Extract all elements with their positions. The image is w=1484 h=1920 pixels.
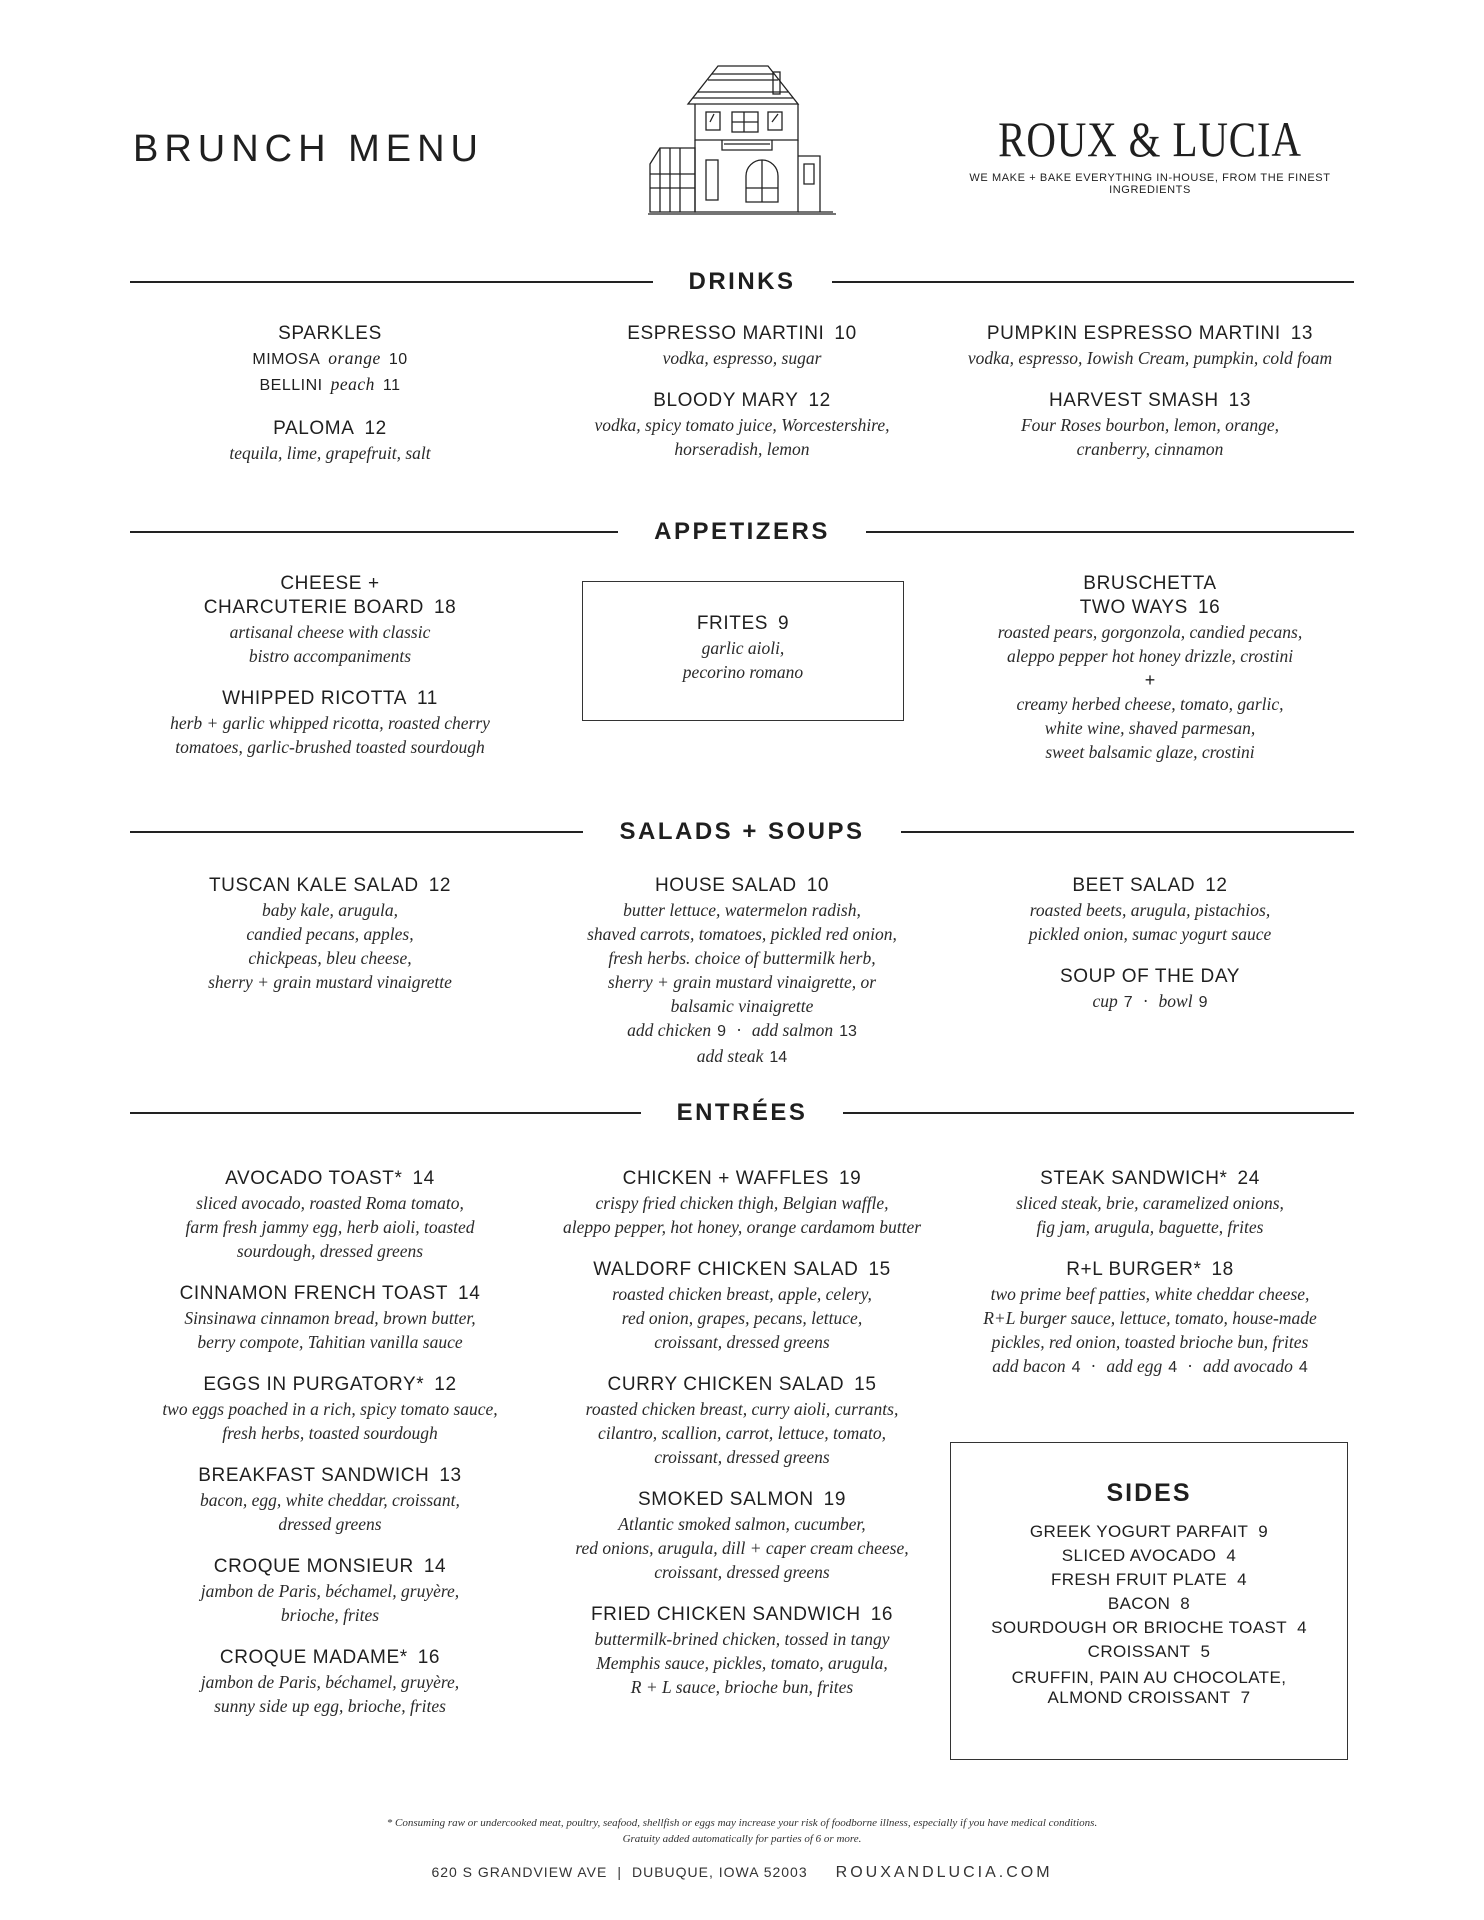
item-description: Four Roses bourbon, lemon, orange, <box>1020 415 1280 435</box>
side-item: BACON 8 <box>1107 1594 1191 1613</box>
item-description: bistro accompaniments <box>248 646 412 666</box>
item-description: candied pecans, apples, <box>246 924 414 944</box>
item-price: 4 <box>1297 1618 1307 1637</box>
item-description: sherry + grain mustard vinaigrette <box>208 972 452 992</box>
entrees-column-2 <box>536 1167 948 1718</box>
item-price: 14 <box>412 1168 435 1189</box>
sub-item-name: MIMOSA <box>252 351 321 368</box>
menu-item <box>130 1373 530 1445</box>
menu-item <box>536 1488 948 1584</box>
item-description: sherry + grain mustard vinaigrette, or <box>607 972 877 992</box>
item-price: 14 <box>458 1283 481 1304</box>
item-name: HARVEST SMASH 13 <box>1048 390 1252 411</box>
item-description: dressed greens <box>278 1514 382 1534</box>
divider <box>130 531 618 533</box>
add-ons: add bacon 4 · add egg 4 · add avocado 4 <box>992 1356 1308 1376</box>
item-name: CROQUE MONSIEUR 14 <box>213 1556 447 1577</box>
item-name: WALDORF CHICKEN SALAD 15 <box>593 1259 891 1280</box>
menu-item <box>130 572 530 668</box>
section-header-drinks <box>130 262 1354 302</box>
item-description: cranberry, cinnamon <box>1076 439 1224 459</box>
item-price: 4 <box>1237 1570 1248 1589</box>
divider <box>843 1112 1354 1114</box>
entrees-column-3 <box>940 1167 1360 1399</box>
item-price: 12 <box>428 875 452 896</box>
item-description: roasted beets, arugula, pistachios, <box>1029 900 1271 920</box>
item-price: 13 <box>1290 323 1314 344</box>
item-name: PALOMA 12 <box>273 418 387 439</box>
sub-item <box>150 372 510 398</box>
item-description: sourdough, dressed greens <box>236 1241 424 1261</box>
brand <box>950 112 1350 196</box>
menu-item <box>940 1167 1360 1239</box>
menu-item <box>150 322 510 398</box>
section-title-salads: SALADS + SOUPS <box>619 818 865 845</box>
salads-column-3 <box>950 874 1350 1034</box>
menu-item <box>950 965 1350 1015</box>
item-description: creamy herbed cheese, tomato, garlic, <box>1016 694 1284 714</box>
sub-item <box>150 346 510 372</box>
item-description: sunny side up egg, brioche, frites <box>214 1696 446 1716</box>
disclaimer-line: Gratuity added automatically for parties of 6 or more. <box>622 1833 862 1845</box>
item-price: 4 <box>1226 1546 1237 1565</box>
item-name: WHIPPED RICOTTA 11 <box>222 688 438 709</box>
item-description: aleppo pepper hot honey drizzle, crostini <box>1006 646 1294 666</box>
item-price: 16 <box>870 1604 894 1625</box>
item-name: CURRY CHICKEN SALAD 15 <box>607 1374 877 1395</box>
section-title-sides: SIDES <box>1106 1479 1192 1507</box>
item-description: red onion, grapes, pecans, lettuce, <box>621 1308 863 1328</box>
menu-item <box>130 1646 530 1718</box>
disclaimer-line: * Consuming raw or undercooked meat, poultry, seafood, shellfish or eggs may increase your risk of foodborne illness, especially if you have medical conditions. <box>386 1817 1098 1829</box>
item-description: vodka, espresso, Iowish Cream, pumpkin, cold foam <box>967 348 1333 368</box>
item-description: aleppo pepper, hot honey, orange cardamom butter <box>562 1217 922 1237</box>
item-price: 15 <box>854 1374 877 1395</box>
item-price: 9 <box>1258 1522 1269 1541</box>
item-name: TWO WAYS 16 <box>1079 597 1221 618</box>
item-name: CHICKEN + WAFFLES 19 <box>622 1168 862 1189</box>
item-price: 12 <box>434 1374 457 1395</box>
item-price: 10 <box>834 323 857 344</box>
item-price: 9 <box>778 613 790 634</box>
sub-item-variant: orange <box>328 348 381 368</box>
section-title-drinks: DRINKS <box>688 268 796 295</box>
dot-separator: · <box>1187 1356 1193 1376</box>
address: 620 S GRANDVIEW AVE <box>431 1864 608 1880</box>
menu-item <box>940 389 1360 461</box>
item-description: brioche, frites <box>280 1605 380 1625</box>
add-ons: add chicken 9 · add salmon 13 <box>627 1020 857 1040</box>
drinks-column-3 <box>940 322 1360 480</box>
item-name: BEET SALAD 12 <box>1072 875 1228 896</box>
soup-sizes: cup 7 · bowl 9 <box>1092 991 1208 1011</box>
section-title-appetizers: APPETIZERS <box>654 518 830 545</box>
item-description: Memphis sauce, pickles, tomato, arugula, <box>596 1653 888 1673</box>
side-item: FRESH FRUIT PLATE 4 <box>1050 1570 1248 1589</box>
divider <box>866 531 1354 533</box>
house-illustration <box>648 64 838 224</box>
dot-separator: · <box>736 1020 742 1040</box>
item-name: SPARKLES <box>278 323 382 344</box>
item-description: chickpeas, bleu cheese, <box>248 948 412 968</box>
item-description: R+L burger sauce, lettuce, tomato, house-made <box>983 1308 1317 1328</box>
item-description: croissant, dressed greens <box>654 1332 830 1352</box>
item-price: 14 <box>423 1556 447 1577</box>
item-name: STEAK SANDWICH* 24 <box>1040 1168 1260 1189</box>
item-price: 16 <box>1197 597 1221 618</box>
brand-tagline: WE MAKE + BAKE EVERYTHING IN-HOUSE, FROM THE FINEST INGREDIENTS <box>969 172 1331 196</box>
salads-column-2 <box>540 874 944 1089</box>
item-description: white wine, shaved parmesan, <box>1044 718 1256 738</box>
item-description: vodka, espresso, sugar <box>662 348 822 368</box>
item-price: 19 <box>823 1489 846 1510</box>
add-ons: add steak 14 <box>696 1046 788 1066</box>
menu-item <box>130 687 530 759</box>
item-name: CINNAMON FRENCH TOAST 14 <box>179 1283 481 1304</box>
item-price: 18 <box>1211 1259 1234 1280</box>
divider <box>901 831 1354 833</box>
drinks-column-2 <box>552 322 932 480</box>
item-name: BREAKFAST SANDWICH 13 <box>198 1465 462 1486</box>
item-description: berry compote, Tahitian vanilla sauce <box>197 1332 463 1352</box>
item-description: jambon de Paris, béchamel, gruyère, <box>200 1581 460 1601</box>
item-description: cilantro, scallion, carrot, lettuce, tomato, <box>598 1423 886 1443</box>
item-name: HOUSE SALAD 10 <box>654 875 830 896</box>
item-description: artisanal cheese with classic <box>229 622 431 642</box>
menu-item <box>540 874 944 1070</box>
item-price: 13 <box>1228 390 1252 411</box>
item-description: sliced avocado, roasted Roma tomato, <box>196 1193 464 1213</box>
menu-item <box>940 322 1360 370</box>
menu-item <box>552 322 932 370</box>
item-price: 11 <box>417 688 438 709</box>
separator: | <box>617 1864 622 1880</box>
menu-item <box>130 874 530 994</box>
menu-item <box>536 1258 948 1354</box>
item-price: 5 <box>1200 1642 1211 1661</box>
sub-item-variant: peach <box>330 374 375 394</box>
side-item: CROISSANT 5 <box>1087 1642 1211 1661</box>
dot-separator: · <box>1090 1356 1097 1376</box>
item-name: FRIED CHICKEN SANDWICH 16 <box>590 1604 894 1625</box>
sub-item-name: BELLINI <box>259 377 323 394</box>
menu-item <box>950 874 1350 946</box>
drinks-column-1 <box>150 322 510 484</box>
entrees-column-1 <box>130 1167 530 1737</box>
website-link[interactable]: ROUXANDLUCIA.COM <box>835 1864 1053 1881</box>
disclaimer <box>200 1815 1284 1847</box>
section-title-entrees: ENTRÉES <box>676 1099 808 1126</box>
menu-item <box>150 417 510 465</box>
menu-item <box>130 1282 530 1354</box>
item-description: butter lettuce, watermelon radish, <box>623 900 861 920</box>
item-name: CROQUE MADAME* 16 <box>219 1647 441 1668</box>
item-description: horseradish, lemon <box>674 439 810 459</box>
divider <box>130 281 653 283</box>
item-description: Atlantic smoked salmon, cucumber, <box>618 1514 866 1534</box>
appetizers-column-3 <box>950 572 1350 783</box>
item-description: R + L sauce, brioche bun, frites <box>630 1677 854 1697</box>
menu-item <box>950 572 1350 764</box>
brand-name: ROUX & LUCIA <box>998 111 1302 167</box>
side-item: CRUFFIN, PAIN AU CHOCOLATE, <box>1011 1668 1287 1687</box>
item-description: vodka, spicy tomato juice, Worcestershire, <box>594 415 890 435</box>
item-description: two eggs poached in a rich, spicy tomato sauce, <box>162 1399 498 1419</box>
item-description: tequila, lime, grapefruit, salt <box>229 443 431 463</box>
item-price: 8 <box>1180 1594 1191 1613</box>
item-description: fresh herbs, toasted sourdough <box>222 1423 438 1443</box>
item-name: SMOKED SALMON 19 <box>637 1489 846 1510</box>
item-name: ESPRESSO MARTINI 10 <box>627 323 857 344</box>
item-description: jambon de Paris, béchamel, gruyère, <box>200 1672 460 1692</box>
page-title: BRUNCH MENU <box>133 128 484 170</box>
item-description: roasted chicken breast, apple, celery, <box>612 1284 872 1304</box>
item-description: sliced steak, brie, caramelized onions, <box>1016 1193 1284 1213</box>
item-description: garlic aioli, <box>701 638 785 658</box>
item-price: 12 <box>808 390 831 411</box>
frites-box <box>582 581 904 721</box>
divider <box>130 831 583 833</box>
item-name: SOUP OF THE DAY <box>1059 966 1241 987</box>
menu-item <box>940 1258 1360 1380</box>
item-description: tomatoes, garlic-brushed toasted sourdough <box>175 737 485 757</box>
section-header-entrees <box>130 1093 1354 1133</box>
divider <box>130 1112 641 1114</box>
item-name: CHEESE + <box>280 573 380 594</box>
item-description: farm fresh jammy egg, herb aioli, toasted <box>185 1217 475 1237</box>
menu-item <box>130 1167 530 1263</box>
side-item: ALMOND CROISSANT 7 <box>1047 1688 1251 1707</box>
item-price: 19 <box>839 1168 862 1189</box>
item-name: AVOCADO TOAST* 14 <box>225 1168 435 1189</box>
item-description: pickles, red onion, toasted brioche bun, frites <box>991 1332 1309 1352</box>
item-price: 18 <box>433 597 457 618</box>
item-description: croissant, dressed greens <box>654 1447 830 1467</box>
sides-box <box>950 1442 1348 1760</box>
menu-item <box>536 1603 948 1699</box>
item-description: roasted chicken breast, curry aioli, currants, <box>585 1399 899 1419</box>
item-price: 12 <box>1205 875 1228 896</box>
side-item: SOURDOUGH OR BRIOCHE TOAST 4 <box>991 1618 1307 1637</box>
item-price: 12 <box>364 418 387 439</box>
section-header-salads <box>130 812 1354 852</box>
item-description: balsamic vinaigrette <box>670 996 814 1016</box>
item-description: buttermilk-brined chicken, tossed in tangy <box>594 1629 890 1649</box>
item-description: roasted pears, gorgonzola, candied pecans, <box>997 622 1303 642</box>
menu-item <box>552 389 932 461</box>
dot-separator: · <box>1142 991 1149 1011</box>
salads-column-1 <box>130 874 530 1013</box>
item-description: fresh herbs. choice of buttermilk herb, <box>608 948 876 968</box>
item-description: two prime beef patties, white cheddar cheese, <box>990 1284 1310 1304</box>
menu-item <box>130 1464 530 1536</box>
item-description: pickled onion, sumac yogurt sauce <box>1028 924 1272 944</box>
side-item: GREEK YOGURT PARFAIT 9 <box>1029 1522 1269 1541</box>
item-description: herb + garlic whipped ricotta, roasted cherry <box>170 713 490 733</box>
item-description: Sinsinawa cinnamon bread, brown butter, <box>184 1308 476 1328</box>
item-name: TUSCAN KALE SALAD 12 <box>208 875 452 896</box>
item-description: red onions, arugula, dill + caper cream cheese, <box>575 1538 909 1558</box>
item-price: 10 <box>806 875 830 896</box>
item-name: CHARCUTERIE BOARD 18 <box>203 597 457 618</box>
item-description: sweet balsamic glaze, crostini <box>1045 742 1255 762</box>
section-header-appetizers <box>130 512 1354 552</box>
item-name: EGGS IN PURGATORY* 12 <box>203 1374 457 1395</box>
menu-item <box>130 1555 530 1627</box>
item-price: 24 <box>1237 1168 1260 1189</box>
item-description: shaved carrots, tomatoes, pickled red onion, <box>587 924 897 944</box>
sub-item-price: 10 <box>388 351 408 368</box>
item-name: FRITES 9 <box>696 613 790 634</box>
side-item: SLICED AVOCADO 4 <box>1061 1546 1237 1565</box>
item-name: BLOODY MARY 12 <box>653 390 831 411</box>
item-price: 7 <box>1240 1688 1251 1707</box>
city: DUBUQUE, IOWA 52003 <box>631 1864 808 1880</box>
item-name: R+L BURGER* 18 <box>1066 1259 1234 1280</box>
menu-item <box>536 1373 948 1469</box>
menu-item <box>536 1167 948 1239</box>
item-name: PUMPKIN ESPRESSO MARTINI 13 <box>986 323 1314 344</box>
item-description: fig jam, arugula, baguette, frites <box>1036 1217 1264 1237</box>
item-name: BRUSCHETTA <box>1083 573 1217 594</box>
item-description: bacon, egg, white cheddar, croissant, <box>200 1490 460 1510</box>
item-price: 16 <box>417 1647 441 1668</box>
item-description: pecorino romano <box>682 662 804 682</box>
appetizers-column-1 <box>130 572 530 778</box>
divider <box>832 281 1355 283</box>
item-description: baby kale, arugula, <box>261 900 399 920</box>
item-description: croissant, dressed greens <box>654 1562 830 1582</box>
item-price: 13 <box>439 1465 462 1486</box>
item-description: crispy fried chicken thigh, Belgian waffle, <box>595 1193 889 1213</box>
plus-separator: + <box>1144 670 1156 690</box>
footer <box>0 1864 1484 1882</box>
item-price: 15 <box>868 1259 891 1280</box>
sub-item-price: 11 <box>382 377 401 394</box>
